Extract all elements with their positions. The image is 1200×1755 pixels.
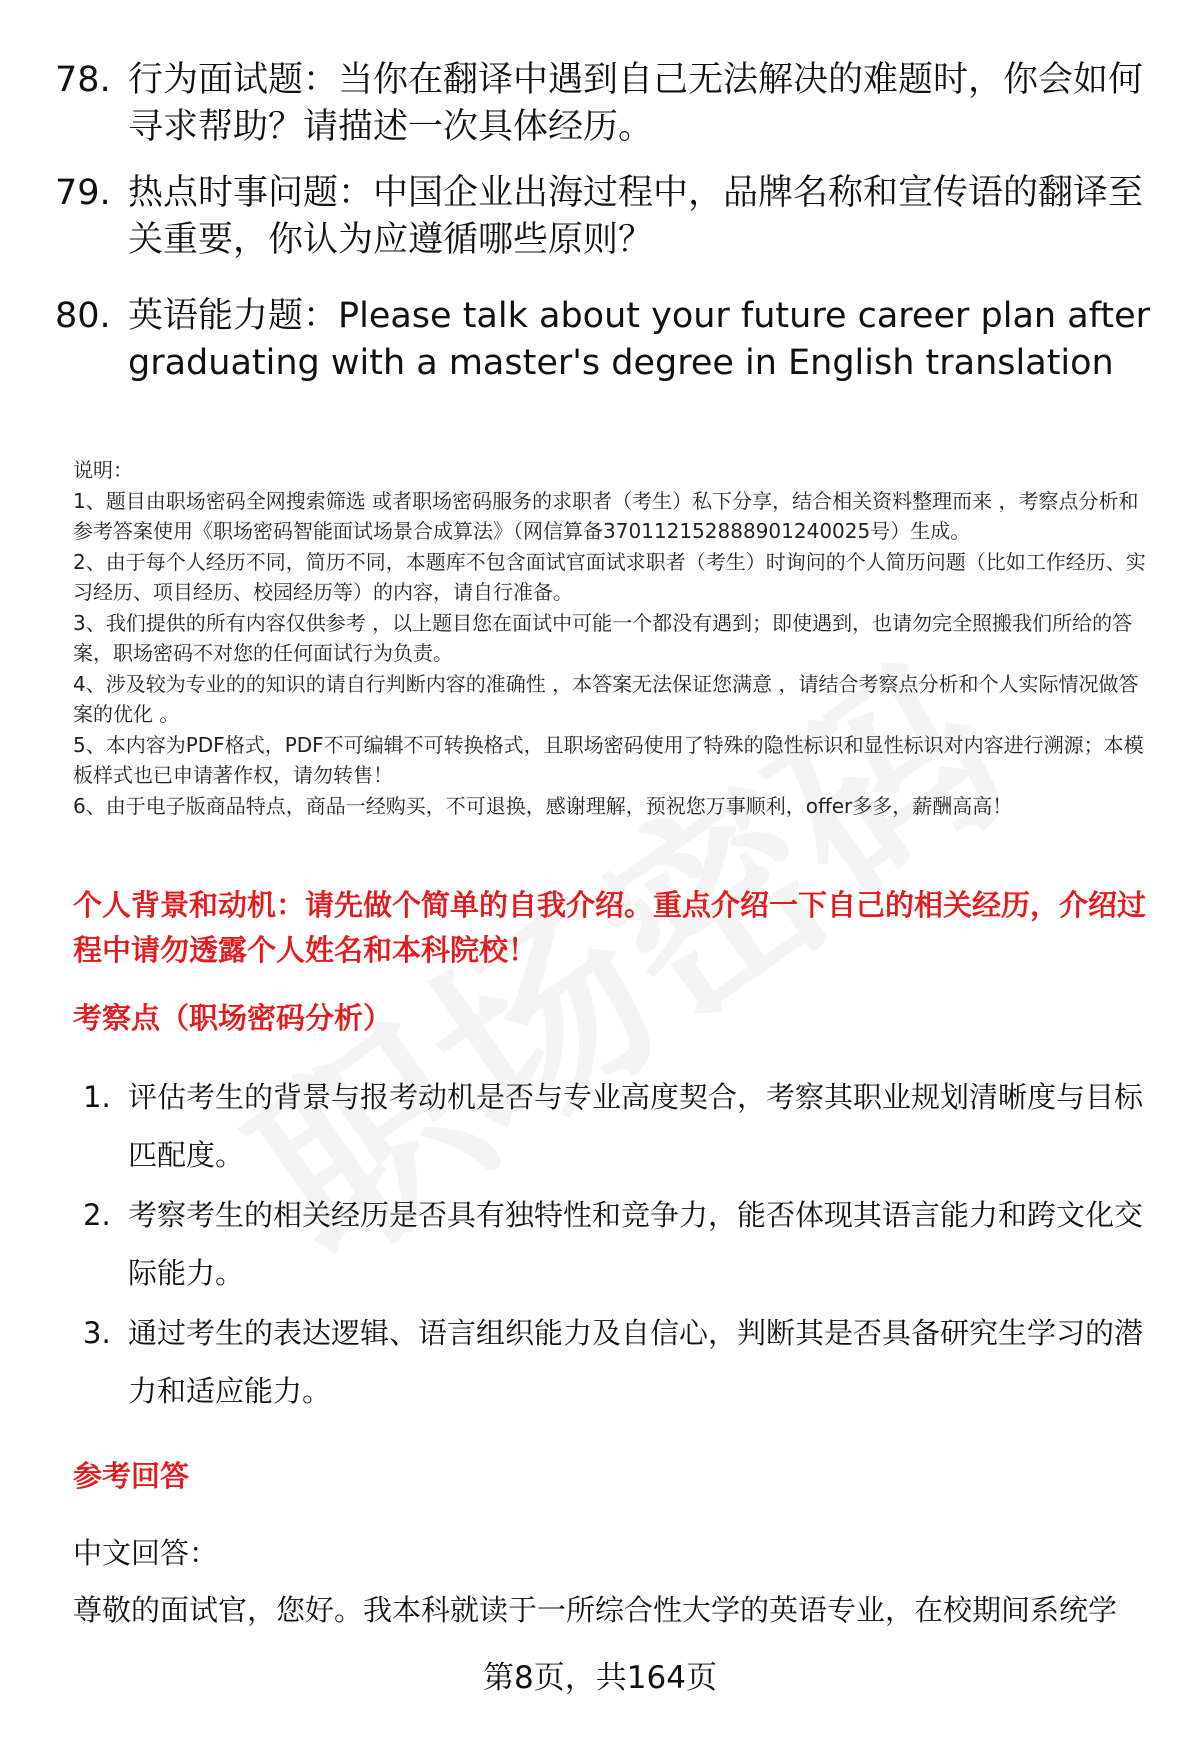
notes-item: 1、题目由职场密码全网搜索筛选 或者职场密码服务的求职者（考生）私下分享，结合相关资料整理而来 ，考察点分析和参考答案使用《职场密码智能面试场景合成算法》（网信算备370112152888901240025号）生成。 bbox=[73, 488, 1139, 543]
question-80 bbox=[55, 293, 1165, 387]
notes-item: 3、我们提供的所有内容仅供参考 ，以上题目您在面试中可能一个都没有遇到；即使遇到，也请勿完全照搬我们所给的答案，职场密码不对您的任何面试行为负责。 bbox=[73, 610, 1133, 665]
analysis-point bbox=[83, 1186, 1163, 1302]
question-number: 80. bbox=[55, 296, 111, 336]
question-text: 行为面试题：当你在翻译中遇到自己无法解决的难题时，你会如何寻求帮助？请描述一次具体经历。 bbox=[128, 60, 1144, 147]
analysis-point bbox=[83, 1304, 1163, 1420]
question-number: 79. bbox=[55, 173, 111, 213]
notes-item: 5、本内容为PDF格式，PDF不可编辑不可转换格式，且职场密码使用了特殊的隐性标识和显性标识对内容进行溯源；本模板样式也已申请著作权，请勿转售！ bbox=[73, 732, 1144, 787]
disclaimer-notes bbox=[73, 455, 1158, 821]
answer-label: 中文回答： bbox=[73, 1536, 219, 1570]
notes-item: 4、涉及较为专业的的知识的请自行判断内容的准确性 ，本答案无法保证您满意 ，请结合考察点分析和个人实际情况做答案的优化 。 bbox=[73, 671, 1139, 726]
point-number: 1. bbox=[83, 1080, 111, 1114]
point-text: 考察考生的相关经历是否具有独特性和竞争力，能否体现其语言能力和跨文化交际能力。 bbox=[128, 1198, 1144, 1290]
question-78 bbox=[55, 57, 1165, 151]
answer-heading: 参考回答 bbox=[73, 1459, 190, 1493]
question-number: 78. bbox=[55, 60, 111, 100]
analysis-point bbox=[83, 1068, 1163, 1184]
question-79 bbox=[55, 170, 1165, 264]
question-text: 英语能力题：Please talk about your future career plan after graduating with a master's degree in English translation bbox=[128, 296, 1151, 383]
point-number: 3. bbox=[83, 1316, 111, 1350]
question-text: 热点时事问题：中国企业出海过程中，品牌名称和宣传语的翻译至关重要，你认为应遵循哪些原则？ bbox=[128, 173, 1144, 260]
point-text: 评估考生的背景与报考动机是否与专业高度契合，考察其职业规划清晰度与目标匹配度。 bbox=[128, 1080, 1144, 1172]
point-number: 2. bbox=[83, 1198, 111, 1232]
page-footer: 第8页，共164页 bbox=[483, 1660, 717, 1696]
notes-item: 2、由于每个人经历不同，简历不同，本题库不包含面试官面试求职者（考生）时询问的个人简历问题（比如工作经历、实习经历、项目经历、校园经历等）的内容，请自行准备。 bbox=[73, 549, 1146, 604]
analysis-heading: 考察点（职场密码分析） bbox=[73, 1001, 393, 1035]
analysis-list bbox=[83, 1068, 1163, 1422]
notes-title: 说明： bbox=[73, 458, 133, 482]
point-text: 通过考生的表达逻辑、语言组织能力及自信心，判断其是否具备研究生学习的潜力和适应能力。 bbox=[128, 1316, 1144, 1408]
interview-prompt: 个人背景和动机：请先做个简单的自我介绍。重点介绍一下自己的相关经历，介绍过程中请勿透露个人姓名和本科院校！ bbox=[73, 888, 1147, 967]
notes-item: 6、由于电子版商品特点，商品一经购买，不可退换，感谢理解，预祝您万事顺利，offer多多，薪酬高高！ bbox=[73, 793, 1013, 818]
answer-text: 尊敬的面试官，您好。我本科就读于一所综合性大学的英语专业，在校期间系统学 bbox=[73, 1593, 1118, 1627]
